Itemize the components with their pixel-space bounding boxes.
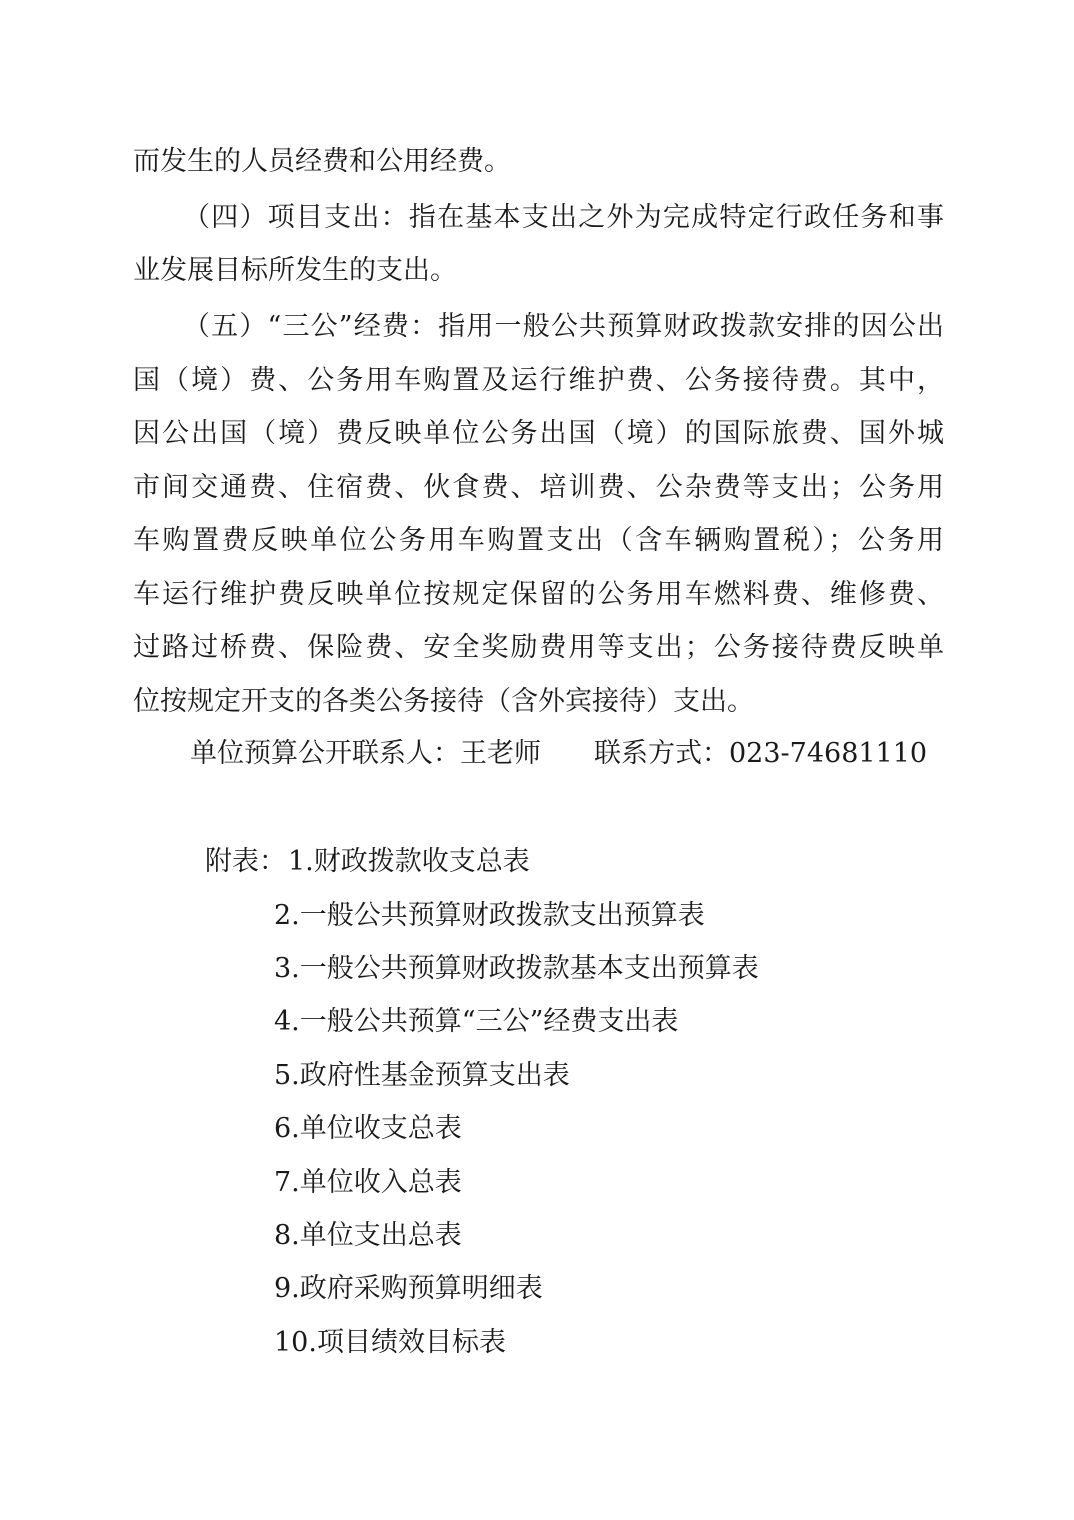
attachment-item: 4.一般公共预算“三公”经费支出表 <box>274 1006 679 1037</box>
body-line-9: 车运行维护费反映单位按规定保留的公务用车燃料费、维修费、 <box>133 579 944 610</box>
body-line-3: 业发展目标所发生的支出。 <box>133 255 457 286</box>
attachment-item: 2.一般公共预算财政拨款支出预算表 <box>274 900 705 931</box>
body-line-5: 国（境）费、公务用车购置及运行维护费、公务接待费。其中， <box>133 365 944 396</box>
attachment-item: 1.财政拨款收支总表 <box>288 846 530 877</box>
attachment-item: 3.一般公共预算财政拨款基本支出预算表 <box>274 953 759 984</box>
body-line-1: 而发生的人员经费和公用经费。 <box>133 146 511 177</box>
body-line-6: 因公出国（境）费反映单位公务出国（境）的国际旅费、国外城 <box>133 418 944 449</box>
body-line-8: 车购置费反映单位公务用车购置支出（含车辆购置税）；公务用 <box>133 525 944 556</box>
contact-method: 联系方式：023-74681110 <box>594 738 928 769</box>
attachment-item: 7.单位收入总表 <box>274 1167 462 1198</box>
body-line-10: 过路过桥费、保险费、安全奖励费用等支出；公务接待费反映单 <box>133 632 944 663</box>
attachment-item: 9.政府采购预算明细表 <box>274 1273 543 1304</box>
section-four-heading-line: （四）项目支出：指在基本支出之外为完成特定行政任务和事 <box>183 202 944 233</box>
attachment-item: 8.单位支出总表 <box>274 1220 462 1251</box>
attachments-prefix: 附表： <box>205 846 286 877</box>
attachment-item: 10.项目绩效目标表 <box>274 1327 506 1358</box>
contact-person: 单位预算公开联系人：王老师 <box>190 738 541 769</box>
attachment-item: 5.政府性基金预算支出表 <box>274 1060 570 1091</box>
attachment-item: 6.单位收支总表 <box>274 1113 462 1144</box>
section-five-heading-line: （五）“三公”经费：指用一般公共预算财政拨款安排的因公出 <box>183 311 944 342</box>
body-line-7: 市间交通费、住宿费、伙食费、培训费、公杂费等支出；公务用 <box>133 472 944 503</box>
body-line-11: 位按规定开支的各类公务接待（含外宾接待）支出。 <box>133 686 754 717</box>
